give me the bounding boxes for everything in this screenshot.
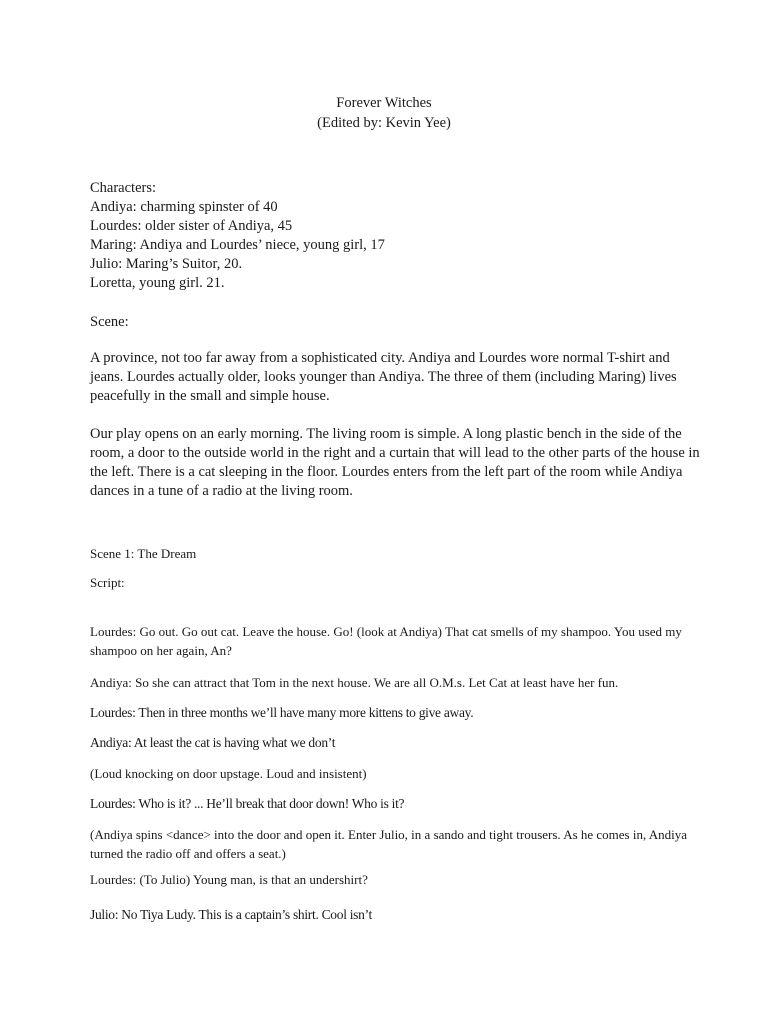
scene1-heading-block <box>90 544 680 563</box>
paragraph-line: A province, not too far away from a sophisticated city. Andiya and Lourdes wore normal T-shirt and <box>90 350 670 366</box>
character-entry: Julio: Maring’s Suitor, 20. <box>90 256 243 272</box>
paragraph-line: dances in a tune of a radio at the living room. <box>90 483 353 499</box>
script-line-7 <box>90 825 688 863</box>
script-heading: Script: <box>90 575 125 590</box>
paragraph-line: Our play opens on an early morning. The living room is simple. A long plastic bench in the side of the <box>90 426 682 442</box>
dialogue-line: Lourdes: Then in three months we’ll have many more kittens to give away. <box>90 705 474 720</box>
scene-heading: Scene: <box>90 314 129 330</box>
paragraph-line: jeans. Lourdes actually older, looks younger than Andiya. The three of them (including Maring) lives <box>90 369 677 385</box>
dialogue-line: Lourdes: (To Julio) Young man, is that an undershirt? <box>90 872 368 887</box>
scene-paragraph-1 <box>90 349 680 406</box>
script-line-6 <box>90 794 680 813</box>
stage-direction: (Loud knocking on door upstage. Loud and insistent) <box>90 766 367 781</box>
paragraph-line: the left. There is a cat sleeping in the floor. Lourdes enters from the left part of the room while Andiya <box>90 464 683 480</box>
script-heading-block <box>90 573 680 592</box>
stage-direction: turned the radio off and offers a seat.) <box>90 846 286 861</box>
dialogue-line: Lourdes: Go out. Go out cat. Leave the house. Go! (look at Andiya) That cat smells of my shampoo. You used my <box>90 624 682 639</box>
scene-heading-block <box>90 313 680 332</box>
character-entry: Maring: Andiya and Lourdes’ niece, young girl, 17 <box>90 237 385 253</box>
script-line-1 <box>90 622 680 660</box>
paragraph-line: peacefully in the small and simple house. <box>90 388 330 404</box>
script-line-2 <box>90 673 680 692</box>
dialogue-line: Lourdes: Who is it? ... He’ll break that door down! Who is it? <box>90 796 405 811</box>
script-line-9 <box>90 905 680 924</box>
dialogue-line: Andiya: So she can attract that Tom in the next house. We are all O.M.s. Let Cat at least have her fun. <box>90 675 619 690</box>
paragraph-line: room, a door to the outside world in the right and a curtain that will lead to the other parts of the house in <box>90 445 700 461</box>
characters-heading: Characters: <box>90 180 157 196</box>
title-block <box>0 93 768 133</box>
document-subtitle: (Edited by: Kevin Yee) <box>317 115 451 131</box>
document-title: Forever Witches <box>336 95 432 111</box>
character-entry: Lourdes: older sister of Andiya, 45 <box>90 218 293 234</box>
dialogue-line: shampoo on her again, An? <box>90 643 232 658</box>
scene1-heading: Scene 1: The Dream <box>90 546 197 561</box>
dialogue-line: Andiya: At least the cat is having what we don’t <box>90 735 336 750</box>
character-entry: Andiya: charming spinster of 40 <box>90 199 278 215</box>
scene-paragraph-2 <box>90 425 700 501</box>
script-line-3 <box>90 703 680 722</box>
character-entry: Loretta, young girl. 21. <box>90 275 225 291</box>
script-line-5 <box>90 764 680 783</box>
script-line-8 <box>90 870 680 889</box>
dialogue-line: Julio: No Tiya Ludy. This is a captain’s shirt. Cool isn’t <box>90 907 372 922</box>
characters-section <box>90 179 680 293</box>
stage-direction: (Andiya spins <dance> into the door and open it. Enter Julio, in a sando and tight trousers. As he comes in, Andiya <box>90 827 688 842</box>
script-line-4 <box>90 733 680 752</box>
